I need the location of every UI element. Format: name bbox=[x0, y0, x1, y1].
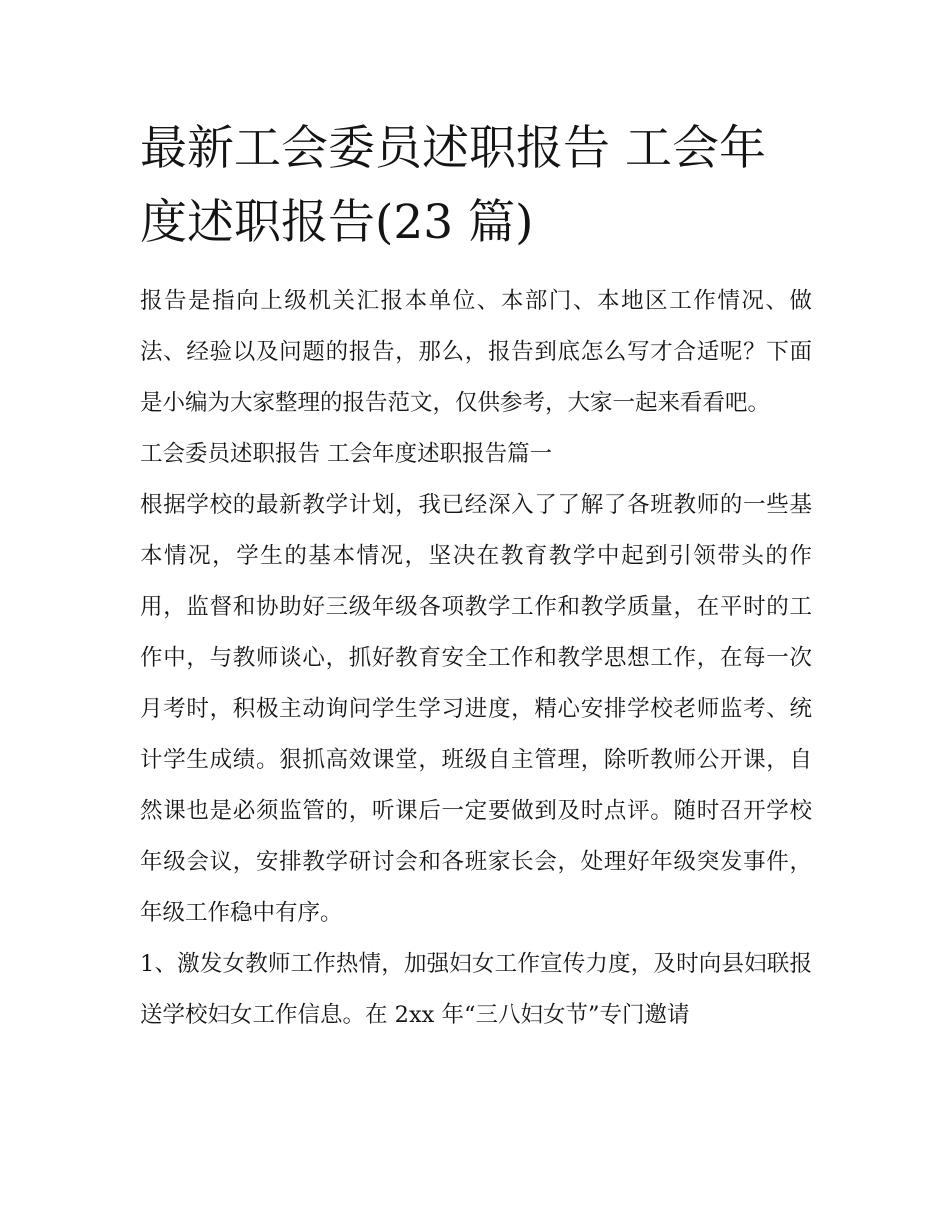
list-item-paragraph: 1、激发女教师工作热情，加强妇女工作宣传力度，及时向县妇联报送学校妇女工作信息。在 2xx 年“三八妇女节”专门邀请 bbox=[140, 951, 812, 1028]
section-heading: 工会委员述职报告 工会年度述职报告篇一 bbox=[140, 441, 553, 467]
document-title: 最新工会委员述职报告 工会年度述职报告(23 篇) bbox=[140, 121, 766, 250]
document-body bbox=[140, 112, 812, 1041]
body-paragraph: 根据学校的最新教学计划，我已经深入了了解了各班教师的一些基本情况，学生的基本情况，坚决在教育教学中起到引领带头的作用，监督和协助好三级年级各项教学工作和教学质量，在平时的工作中，与教师谈心，抓好教育安全工作和教学思想工作，在每一次月考时，积极主动询问学生学习进度，精心安排学校老师监考、统计学生成绩。狠抓高效课堂，班级自主管理，除听教师公开课，自然课也是必须监管的，听课后一定要做到及时点评。随时召开学校年级会议，安排教学研讨会和各班家长会，处理好年级突发事件，年级工作稳中有序。 bbox=[140, 492, 812, 926]
intro-paragraph: 报告是指向上级机关汇报本单位、本部门、本地区工作情况、做法、经验以及问题的报告，那么，报告到底怎么写才合适呢？下面是小编为大家整理的报告范文，仅供参考，大家一起来看看吧。 bbox=[140, 288, 812, 416]
